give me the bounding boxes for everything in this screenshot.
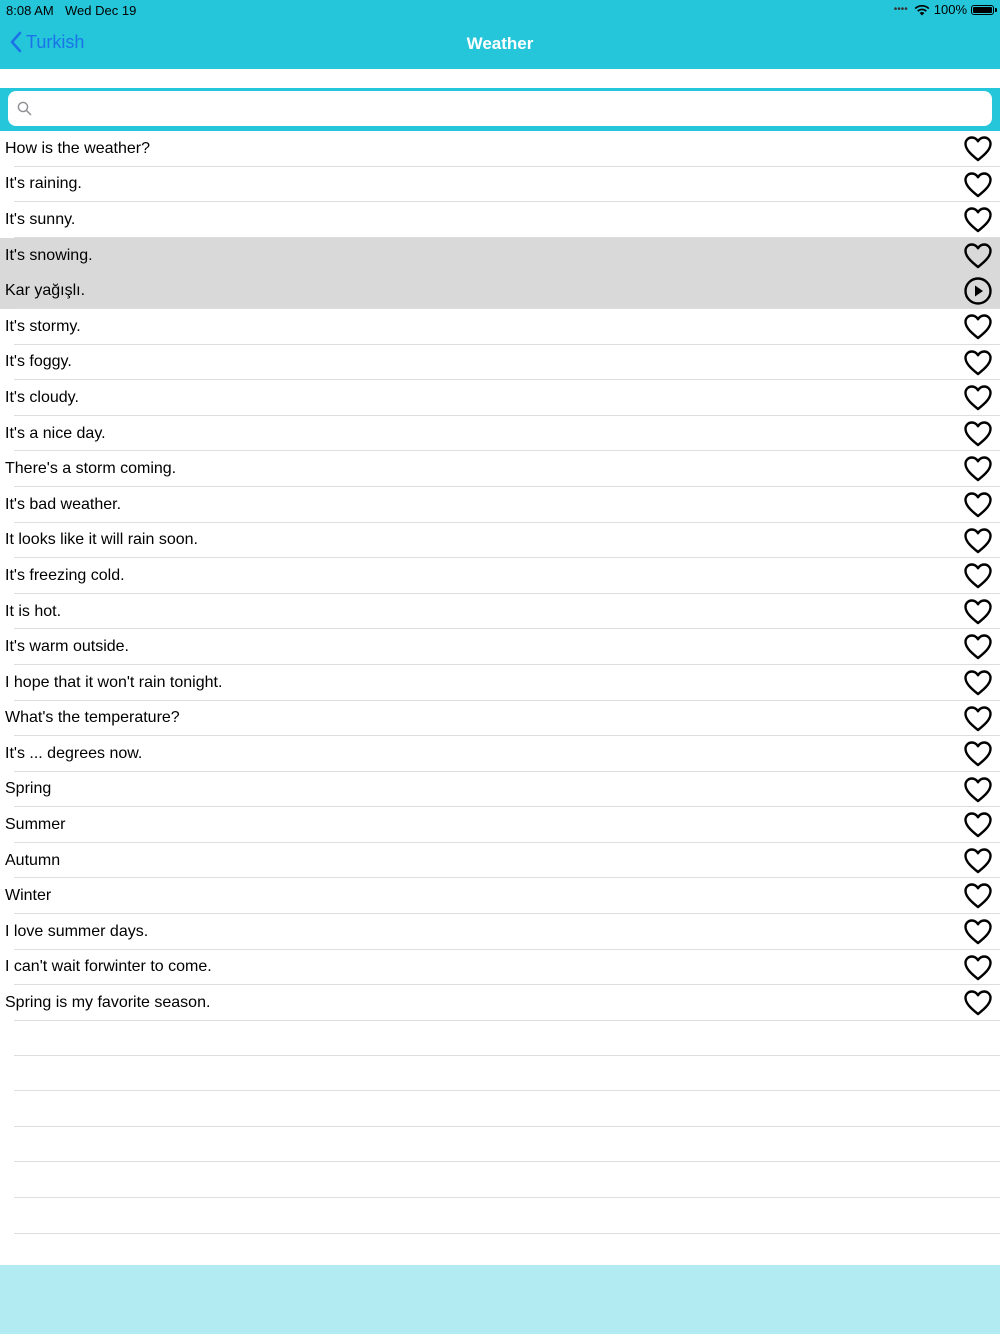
list-item[interactable]	[0, 380, 1000, 416]
list-item-label: There's a storm coming.	[5, 460, 177, 478]
list-item[interactable]	[0, 131, 1000, 167]
list-item-label: It's a nice day.	[5, 424, 106, 442]
list-item[interactable]	[0, 736, 1000, 772]
heart-icon[interactable]	[963, 454, 993, 484]
empty-row	[0, 1198, 1000, 1234]
list-item[interactable]	[0, 273, 1000, 309]
list-item[interactable]	[0, 202, 1000, 238]
navigation-bar	[0, 0, 1000, 69]
list-item[interactable]	[0, 167, 1000, 203]
heart-icon[interactable]	[963, 134, 993, 164]
list-item[interactable]	[0, 629, 1000, 665]
list-item[interactable]	[0, 914, 1000, 950]
list-item-label: Autumn	[5, 851, 61, 869]
list-item[interactable]	[0, 523, 1000, 559]
heart-icon[interactable]	[963, 312, 993, 342]
heart-icon[interactable]	[963, 953, 993, 983]
heart-icon[interactable]	[963, 775, 993, 805]
list-item[interactable]	[0, 451, 1000, 487]
phrase-list	[0, 131, 1000, 1021]
heart-icon[interactable]	[963, 241, 993, 271]
list-item[interactable]	[0, 701, 1000, 737]
empty-row	[0, 1127, 1000, 1163]
list-item-label: It's snowing.	[5, 246, 93, 264]
list-item-label: It's sunny.	[5, 210, 76, 228]
list-item-label: It's stormy.	[5, 317, 81, 335]
heart-icon[interactable]	[963, 561, 993, 591]
list-item-label: It's warm outside.	[5, 638, 129, 656]
wifi-icon	[914, 4, 930, 16]
heart-icon[interactable]	[963, 739, 993, 769]
list-item-label: Kar yağışlı.	[5, 282, 86, 300]
heart-icon[interactable]	[963, 668, 993, 698]
list-item-label: It's bad weather.	[5, 495, 122, 513]
list-item-label: I love summer days.	[5, 922, 149, 940]
list-item[interactable]	[0, 772, 1000, 808]
list-item-label: Spring	[5, 780, 52, 798]
list-item-label: It looks like it will rain soon.	[5, 531, 198, 549]
status-indicators	[894, 2, 994, 17]
list-item-label: Spring is my favorite season.	[5, 994, 211, 1012]
heart-icon[interactable]	[963, 881, 993, 911]
empty-row	[0, 1020, 1000, 1056]
heart-icon[interactable]	[963, 205, 993, 235]
heart-icon[interactable]	[963, 704, 993, 734]
list-item[interactable]	[0, 843, 1000, 879]
list-item[interactable]	[0, 416, 1000, 452]
heart-icon[interactable]	[963, 597, 993, 627]
bottom-bar	[0, 1265, 1000, 1334]
empty-row	[0, 1162, 1000, 1198]
list-item-label: I hope that it won't rain tonight.	[5, 673, 223, 691]
list-item-label: It is hot.	[5, 602, 62, 620]
list-item[interactable]	[0, 487, 1000, 523]
heart-icon[interactable]	[963, 810, 993, 840]
empty-row	[0, 1091, 1000, 1127]
list-item-label: Summer	[5, 816, 66, 834]
list-item-label: It's freezing cold.	[5, 566, 125, 584]
heart-icon[interactable]	[963, 917, 993, 947]
heart-icon[interactable]	[963, 348, 993, 378]
play-icon[interactable]	[963, 276, 993, 306]
list-item[interactable]	[0, 594, 1000, 630]
spacer	[0, 69, 1000, 88]
list-item[interactable]	[0, 950, 1000, 986]
search-input[interactable]	[38, 99, 942, 119]
list-item-label: It's raining.	[5, 175, 82, 193]
list-item[interactable]	[0, 238, 1000, 274]
list-item[interactable]	[0, 665, 1000, 701]
search-bar	[0, 88, 1000, 131]
status-time: 8:08 AM	[6, 3, 54, 18]
list-item[interactable]	[0, 309, 1000, 345]
empty-list-area	[0, 1020, 1000, 1234]
list-item-label: How is the weather?	[5, 139, 150, 157]
heart-icon[interactable]	[963, 988, 993, 1018]
heart-icon[interactable]	[963, 383, 993, 413]
heart-icon[interactable]	[963, 490, 993, 520]
list-item-label: It's foggy.	[5, 353, 72, 371]
list-item-label: Winter	[5, 887, 52, 905]
list-item-label: It's cloudy.	[5, 388, 79, 406]
list-item[interactable]	[0, 878, 1000, 914]
heart-icon[interactable]	[963, 846, 993, 876]
battery-percent: 100%	[933, 2, 967, 17]
list-item-label: What's the temperature?	[5, 709, 180, 727]
heart-icon[interactable]	[963, 170, 993, 200]
battery-icon	[971, 5, 994, 15]
empty-row	[0, 1056, 1000, 1092]
back-label: Turkish	[26, 31, 85, 52]
heart-icon[interactable]	[963, 632, 993, 662]
heart-icon[interactable]	[963, 419, 993, 449]
list-item[interactable]	[0, 985, 1000, 1021]
list-item-label: It's ... degrees now.	[5, 744, 143, 762]
heart-icon[interactable]	[963, 526, 993, 556]
list-item[interactable]	[0, 558, 1000, 594]
list-item[interactable]	[0, 345, 1000, 381]
status-date: Wed Dec 19	[65, 3, 137, 18]
list-item-label: I can't wait forwinter to come.	[5, 958, 212, 976]
cellular-signal-icon: ••••	[893, 4, 908, 15]
list-item[interactable]	[0, 807, 1000, 843]
search-field[interactable]	[8, 91, 992, 126]
search-icon	[17, 101, 32, 116]
page-title: Weather	[466, 34, 534, 53]
